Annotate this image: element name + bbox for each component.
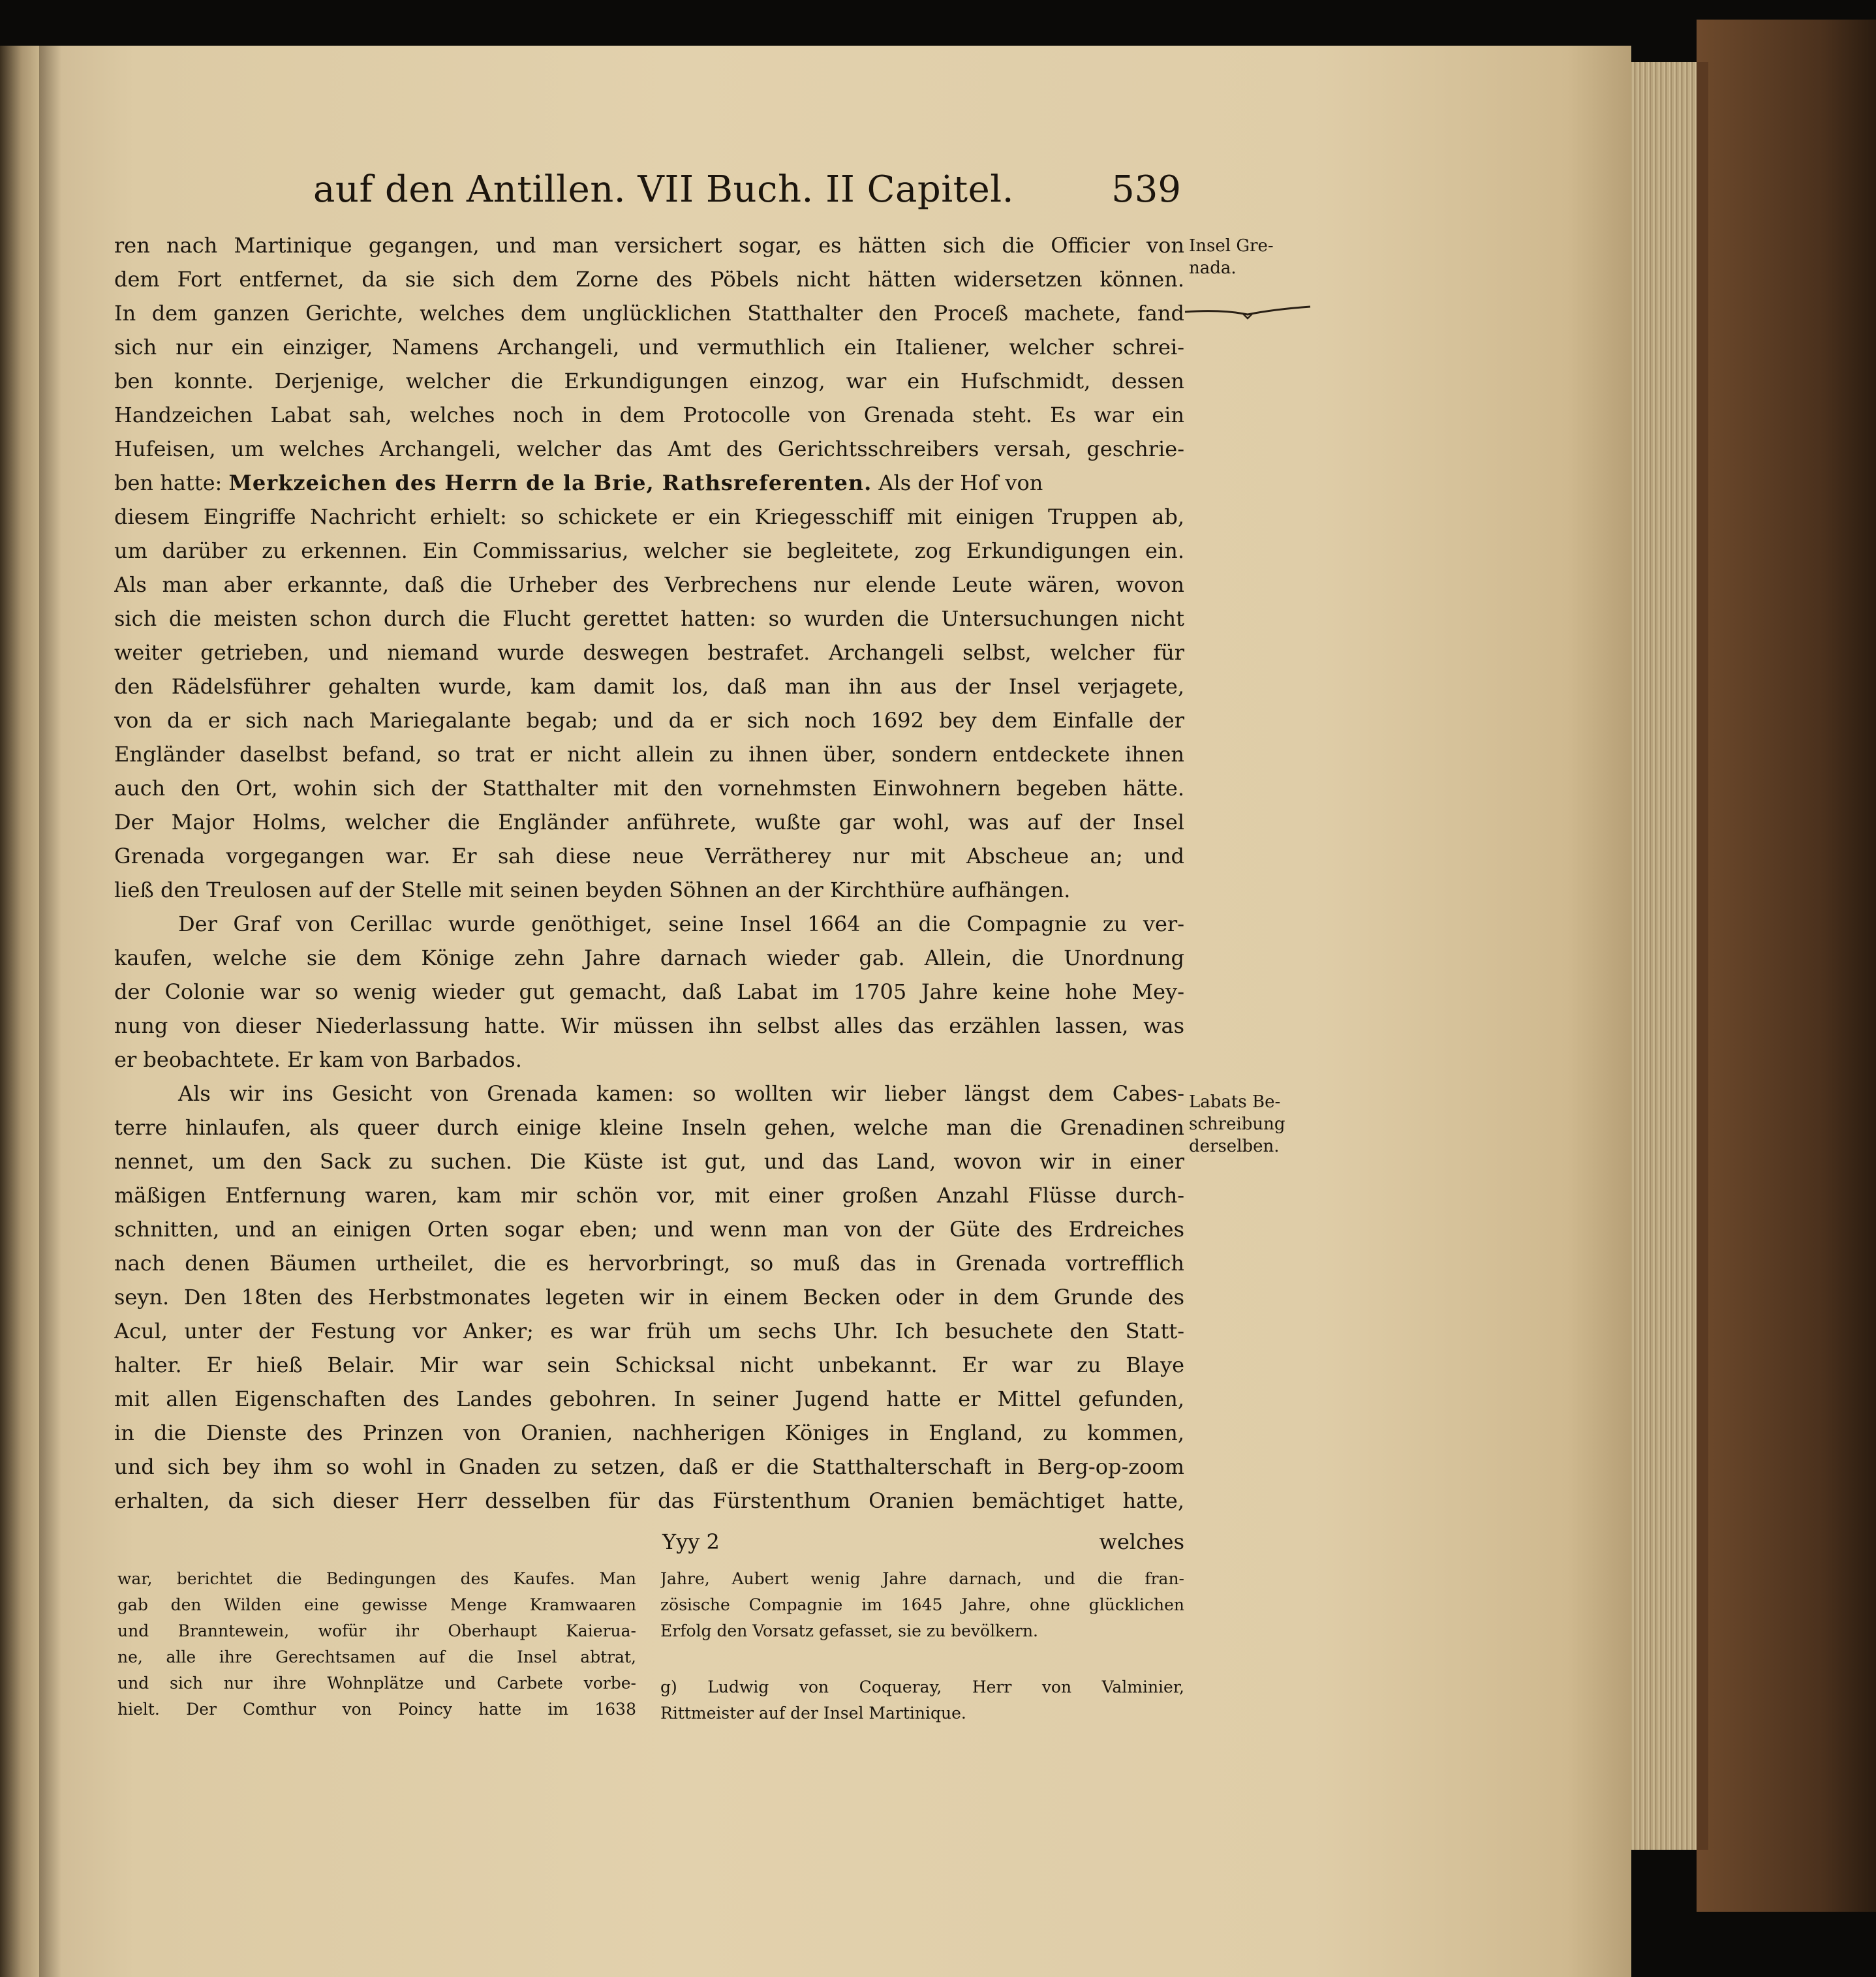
margin-note-line: nada. [1189,258,1237,278]
body-line: kaufen, welche sie dem Könige zehn Jahre darnach wieder gab. Allein, die Unordnung [114,945,1184,970]
body-line: nung von dieser Niederlassung hatte. Wir müssen ihn selbst alles das erzählen lassen, was [114,1013,1184,1038]
body-line: seyn. Den 18ten des Herbstmonates legeten wir in einem Becken oder in dem Grunde des [114,1285,1184,1310]
footnote-g-line: Rittmeister auf der Insel Martinique. [660,1704,966,1723]
page-gutter [39,46,61,1977]
margin-note-line: derselben. [1189,1137,1280,1156]
body-line: Als man aber erkannte, daß die Urheber des Verbrechens nur elende Leute wären, wovon [114,572,1184,597]
body-line: Grenada vorgegangen war. Er sah diese neue Verrätherey nur mit Abscheue an; und [114,844,1184,868]
body-line: terre hinlaufen, als queer durch einige kleine Inseln gehen, welche man die Grenadinen [114,1115,1184,1140]
body-line: dem Fort entfernet, da sie sich dem Zorne des Pöbels nicht hätten widersetzen können. [114,267,1184,292]
body-line: Engländer daselbst befand, so trat er nicht allein zu ihnen über, sondern entdeckete ihnen [114,742,1184,767]
footnote-line: Erfolg den Vorsatz gefasset, sie zu bevölkern. [660,1621,1039,1640]
page-number: 539 [1111,168,1181,211]
signature-mark: Yyy 2 [662,1529,720,1554]
running-head [313,168,1181,211]
margin-note-labat [1189,1091,1285,1157]
footnote-line: hielt. Der Comthur von Poincy hatte im 1638 [117,1700,636,1719]
body-line: ren nach Martinique gegangen, und man versichert sogar, es hätten sich die Officier von [114,233,1184,258]
body-line-end: Als der Hof von [872,470,1043,495]
footnote-line: war, berichtet die Bedingungen des Kaufes. Man [117,1569,636,1588]
body-line: schnitten, und an einigen Orten sogar eben; und wenn man von der Güte des Erdreiches [114,1217,1184,1242]
body-line: der Colonie war so wenig wieder gut gemacht, daß Labat im 1705 Jahre keine hohe Mey- [114,979,1184,1004]
body-line: halter. Er hieß Belair. Mir war sein Schicksal nicht unbekannt. Er war zu Blaye [114,1353,1184,1377]
body-line: den Rädelsführer gehalten wurde, kam damit los, daß man ihn aus der Insel verjagete, [114,674,1184,699]
emphasized-mark-text: Merkzeichen des Herrn de la Brie, Rathsreferenten. [228,470,872,495]
signature-line [662,1529,1184,1554]
body-line: nach denen Bäumen urtheilet, die es hervorbringt, so muß das in Grenada vortrefflich [114,1251,1184,1276]
footnote-line: Jahre, Aubert wenig Jahre darnach, und die fran- [660,1569,1184,1588]
body-line: Der Graf von Cerillac wurde genöthiget, seine Insel 1664 an die Compagnie zu ver- [178,912,1184,936]
body-line: diesem Eingriffe Nachricht erhielt: so schickete er ein Kriegesschiff mit einigen Truppen ab, [114,504,1184,529]
body-line: Handzeichen Labat sah, welches noch in dem Protocolle von Grenada steht. Es war ein [114,403,1184,427]
footnote-line: zösische Compagnie im 1645 Jahre, ohne glücklichen [660,1595,1184,1614]
body-line: ben konnte. Derjenige, welcher die Erkundigungen einzog, war ein Hufschmidt, dessen [114,369,1184,393]
body-line: weiter getrieben, und niemand wurde deswegen bestrafet. Archangeli selbst, welcher für [114,640,1184,665]
body-line: er beobachtete. Er kam von Barbados. [114,1047,522,1072]
body-line: sich die meisten schon durch die Flucht gerettet hatten: so wurden die Untersuchungen nicht [114,606,1184,631]
body-line: sich nur ein einziger, Namens Archangeli, und vermuthlich ein Italiener, welcher schrei- [114,335,1184,360]
book-cover [1697,20,1876,1912]
body-line-start: ben hatte: [114,470,229,495]
body-line: mäßigen Entfernung waren, kam mir schön vor, mit einer großen Anzahl Flüsse durch- [114,1183,1184,1208]
body-line: in die Dienste des Prinzen von Oranien, nachherigen Königes in England, zu kommen, [114,1420,1184,1445]
body-line: ließ den Treulosen auf der Stelle mit seinen beyden Söhnen an der Kirchthüre aufhängen. [114,878,1071,902]
body-line: von da er sich nach Mariegalante begab; und da er sich noch 1692 bey dem Einfalle der [114,708,1184,733]
footnote-line: und sich nur ihre Wohnplätze und Carbete vorbe- [117,1674,636,1693]
body-line: Als wir ins Gesicht von Grenada kamen: so wollten wir lieber längst dem Cabes- [178,1081,1184,1106]
body-line: und sich bey ihm so wohl in Gnaden zu setzen, daß er die Statthalterschaft in Berg-op-zoom [114,1454,1184,1479]
body-line: Acul, unter der Festung vor Anker; es war früh um sechs Uhr. Ich besuchete den Statt- [114,1319,1184,1343]
body-line: erhalten, da sich dieser Herr desselben für das Fürstenthum Oranien bemächtiget hatte, [114,1488,1184,1513]
footnote-line: gab den Wilden eine gewisse Menge Kramwaaren [117,1595,636,1614]
margin-note-line: Insel Gre- [1189,236,1274,256]
margin-note-line: Labats Be- [1189,1092,1281,1112]
footnote-line: ne, alle ihre Gerechtsamen auf die Insel abtrat, [117,1648,636,1666]
previous-page-edge [0,46,39,1977]
margin-note-line: schreibung [1189,1114,1285,1134]
footnote-spacer [660,1644,1184,1674]
body-line: Hufeisen, um welches Archangeli, welcher das Amt des Gerichtsschreibers versah, geschrie- [114,437,1184,461]
body-line: um darüber zu erkennen. Ein Commissarius, welcher sie begleitete, zog Erkundigungen ein. [114,538,1184,563]
body-line: auch den Ort, wohin sich der Statthalter mit den vornehmsten Einwohnern begeben hätte. [114,776,1184,801]
running-head-title: auf den Antillen. VII Buch. II Capitel. [313,168,1015,211]
body-line-with-emphasis [114,466,1184,500]
body-line: In dem ganzen Gerichte, welches dem unglücklichen Statthalter den Proceß machete, fand [114,301,1184,326]
footnotes-left-column [117,1566,636,1723]
body-line: Der Major Holms, welcher die Engländer anführete, wußte gar wohl, was auf der Insel [114,810,1184,835]
footnotes-right-column [660,1566,1184,1726]
flourish-ornament [1182,298,1313,324]
margin-note-grenada [1189,235,1274,279]
body-line: nennet, um den Sack zu suchen. Die Küste ist gut, und das Land, wovon wir in einer [114,1149,1184,1174]
catchword: welches [1099,1529,1184,1554]
footnote-g-line: g) Ludwig von Coqueray, Herr von Valminier, [660,1678,1184,1696]
body-text [114,228,1184,1518]
footnote-line: und Branntewein, wofür ihr Oberhaupt Kaierua- [117,1621,636,1640]
body-line: mit allen Eigenschaften des Landes gebohren. In seiner Jugend hatte er Mittel gefunden, [114,1387,1184,1411]
